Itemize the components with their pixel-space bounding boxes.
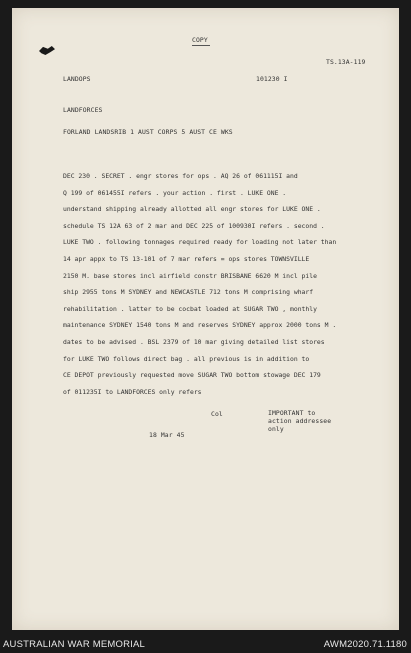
signature-date: 18 Mar 45 [149,431,185,439]
torn-corner-mark [39,46,55,55]
accession-number: AWM2020.71.1180 [323,639,407,650]
body-line: CE DEPOT previously requested move SUGAR TWO bottom stowage DEC 179 [63,371,321,380]
archive-name: AUSTRALIAN WAR MEMORIAL [3,639,146,650]
body-line: schedule TS 12A 63 of 2 mar and DEC 225 of 100930I refers . second . [63,221,325,230]
copy-underline [192,45,210,46]
copy-label: COPY [192,36,208,44]
date-time-group: 101230 I [256,75,288,83]
reference-number: TS.13A-119 [326,58,366,66]
document-page [12,8,399,630]
important-note-line: action addressee [268,417,332,425]
body-line: LUKE TWO . following tonnages required ready for loading not later than [63,238,337,247]
body-line: Q 199 of 061455I refers . your action . first . LUKE ONE . [63,188,287,197]
body-line: rehabilitation . latter to be cocbat loaded at SUGAR TWO , monthly [63,304,317,313]
message-body [63,168,385,400]
from-addressee: LANDOPS [63,75,91,83]
body-line: 2150 M. base stores incl airfield constr BRISBANE 6620 M incl pile [63,271,317,280]
body-line: 14 apr appx to TS 13-101 of 7 mar refers = ops stores TOWNSVILLE [63,254,310,263]
body-line: understand shipping already allotted all engr stores for LUKE ONE . [63,205,321,214]
body-line: ship 2955 tons M SYDNEY and NEWCASTLE 712 tons M comprising wharf [63,288,314,297]
body-line: DEC 230 . SECRET . engr stores for ops . AQ 26 of 061115I and [63,172,298,180]
body-line: of 011235I to LANDFORCES only refers [63,387,202,396]
important-note-line: IMPORTANT to [268,409,316,417]
signature-rank: Col [211,410,223,418]
to-addressee: LANDFORCES [63,106,103,114]
body-line: for LUKE TWO follows direct bag . all previous is in addition to [63,354,310,363]
important-note-line: only [268,425,284,433]
body-line: maintenance SYDNEY 1540 tons M and reserves SYDNEY approx 2000 tons M . [63,321,337,330]
info-addressees: FORLAND LANDSRIB 1 AUST CORPS 5 AUST CE WKS [63,128,233,136]
archive-footer [0,638,411,653]
body-line: dates to be advised . BSL 2379 of 10 mar giving detailed list stores [63,337,325,346]
